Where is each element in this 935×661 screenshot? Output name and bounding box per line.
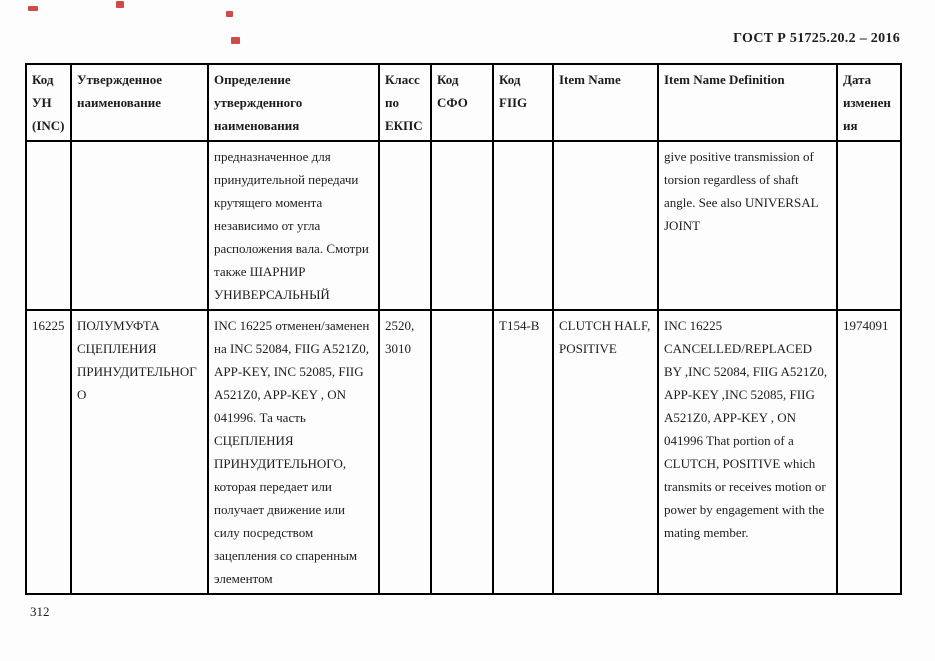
table-row (26, 310, 901, 594)
cell-ekps-class (379, 141, 431, 310)
red-scan-mark (116, 1, 124, 8)
header-item-name-definition: Item Name Definition (658, 64, 837, 141)
red-scan-mark (28, 6, 38, 11)
red-scan-mark (231, 37, 240, 44)
gost-item-table (25, 63, 902, 595)
cell-ekps-class: 2520, 3010 (379, 310, 431, 594)
header-inc-code: Код УН (INC) (26, 64, 71, 141)
header-approved-name: Утвержденное наименование (71, 64, 208, 141)
cell-inc-code (26, 141, 71, 310)
header-approved-name-definition: Определение утвержденного наименования (208, 64, 379, 141)
cell-fiig-code (493, 141, 553, 310)
header-change-date: Дата изменения (837, 64, 901, 141)
cell-item-name: CLUTCH HALF, POSITIVE (553, 310, 658, 594)
cell-sfo-code (431, 141, 493, 310)
cell-approved-name-definition: INC 16225 отменен/заменен на INC 52084, FIIG A521Z0, APP-KEY, INC 52085, FIIG A521Z0, APP-KEY , ON 041996. Та часть СЦЕПЛЕНИЯ ПРИНУДИТЕЛЬНОГО, которая передает или получает движение или силу посредством зацепления со спаренным элементом (208, 310, 379, 594)
cell-change-date: 1974091 (837, 310, 901, 594)
cell-change-date (837, 141, 901, 310)
cell-approved-name (71, 141, 208, 310)
table-header-row (26, 64, 901, 141)
header-item-name: Item Name (553, 64, 658, 141)
table-row (26, 141, 901, 310)
cell-item-name-definition: give positive transmission of torsion regardless of shaft angle. See also UNIVERSAL JOINT (658, 141, 837, 310)
header-fiig-code: Код FIIG (493, 64, 553, 141)
cell-item-name-definition: INC 16225 CANCELLED/REPLACED BY ,INC 52084, FIIG A521Z0, APP-KEY ,INC 52085, FIIG A521Z0, APP-KEY , ON 041996 That portion of a CLUTCH, POSITIVE which transmits or receives motion or power by engagement with the mating member. (658, 310, 837, 594)
cell-item-name (553, 141, 658, 310)
cell-fiig-code: T154-B (493, 310, 553, 594)
cell-inc-code: 16225 (26, 310, 71, 594)
red-scan-mark (226, 11, 233, 17)
document-title: ГОСТ Р 51725.20.2 – 2016 (733, 31, 900, 46)
header-sfo-code: Код СФО (431, 64, 493, 141)
header-ekps-class: Класс по ЕКПС (379, 64, 431, 141)
cell-approved-name: ПОЛУМУФТА СЦЕПЛЕНИЯ ПРИНУДИТЕЛЬНОГО (71, 310, 208, 594)
cell-approved-name-definition: предназначенное для принудительной передачи крутящего момента независимо от угла расположения вала. Смотри также ШАРНИР УНИВЕРСАЛЬНЫЙ (208, 141, 379, 310)
cell-sfo-code (431, 310, 493, 594)
page-number: 312 (30, 604, 50, 619)
